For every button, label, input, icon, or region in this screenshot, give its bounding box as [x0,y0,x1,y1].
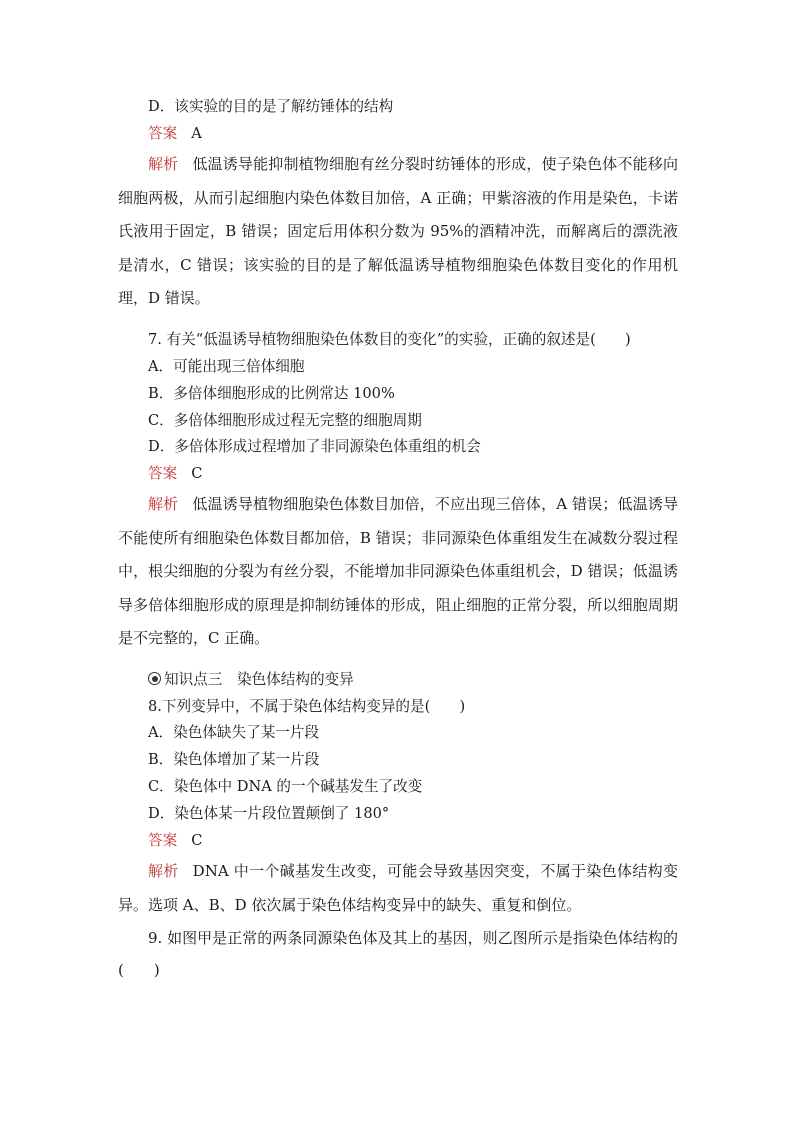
answer-value: A [191,125,202,142]
q8-analysis-paragraph [118,855,678,922]
knowledge-point-text: 知识点三 染色体结构的变异 [164,671,354,688]
q8-option-a: A．染色体缺失了某一片段 [148,724,320,741]
q7-answer-row [148,464,202,484]
q7-option-d: D．多倍体形成过程增加了非同源染色体重组的机会 [148,438,481,455]
q8-analysis-label: 解析 [148,862,179,880]
q7-answer-value: C [191,465,203,482]
question-7-stem: 7. 有关“低温诱导植物细胞染色体数目的变化”的实验，正确的叙述是( ) [148,331,631,348]
analysis-text: 低温诱导能抑制植物细胞有丝分裂时纺锤体的形成，使子染色体不能移向细胞两极，从而引起细胞内染色体数目加倍，A 正确；甲紫溶液的作用是染色，卡诺氏液用于固定，B 错误；固定后用体积分数为 95%的酒精冲洗，而解离后的漂洗液是清水，C 错误；该实验的目的是了解低温诱导植物细胞染色体数目变化的作用机理，D 错误。 [118,155,678,307]
knowledge-point-heading [148,670,354,690]
q8-answer-value: C [191,832,203,849]
q7-option-c: C．多倍体细胞形成过程无完整的细胞周期 [148,412,422,429]
q8-answer-row [148,831,202,851]
q8-answer-label: 答案 [148,832,178,849]
answer-label: 答案 [148,125,178,142]
target-icon [148,672,161,685]
question-8-stem: 8.下列变异中，不属于染色体结构变异的是( ) [148,698,466,715]
q7-option-b: B．多倍体细胞形成的比例常达 100% [148,385,395,402]
q7-answer-label: 答案 [148,465,178,482]
q9-stem-text: 9. 如图甲是正常的两条同源染色体及其上的基因，则乙图所示是指染色体结构的( ) [118,929,678,979]
q8-option-d: D．染色体某一片段位置颠倒了 180° [148,805,390,822]
q7-option-a: A．可能出现三倍体细胞 [148,358,305,375]
q8-option-b: B．染色体增加了某一片段 [148,751,320,768]
q7-analysis-paragraph [118,488,678,656]
q8-analysis-text: DNA 中一个碱基发生改变，可能会导致基因突变，不属于染色体结构变异。选项 A、B、D 依次属于染色体结构变异中的缺失、重复和倒位。 [118,862,678,914]
q7-analysis-text: 低温诱导植物细胞染色体数目加倍，不应出现三倍体，A 错误；低温诱导不能使所有细胞染色体数目都加倍，B 错误；非同源染色体重组发生在减数分裂过程中，根尖细胞的分裂为有丝分裂，不能增加非同源染色体重组机会，D 错误；低温诱导多倍体细胞形成的原理是抑制纺锤体的形成，阻止细胞的正常分裂，所以细胞周期是不完整的，C 正确。 [118,495,678,647]
option-d-text: D．该实验的目的是了解纺锤体的结构 [148,98,394,115]
q8-option-c: C．染色体中 DNA 的一个碱基发生了改变 [148,778,423,795]
analysis-label: 解析 [148,155,179,173]
answer-row [148,124,202,144]
q7-analysis-label: 解析 [148,495,179,513]
question-9-stem [118,922,678,986]
analysis-paragraph [118,148,678,316]
